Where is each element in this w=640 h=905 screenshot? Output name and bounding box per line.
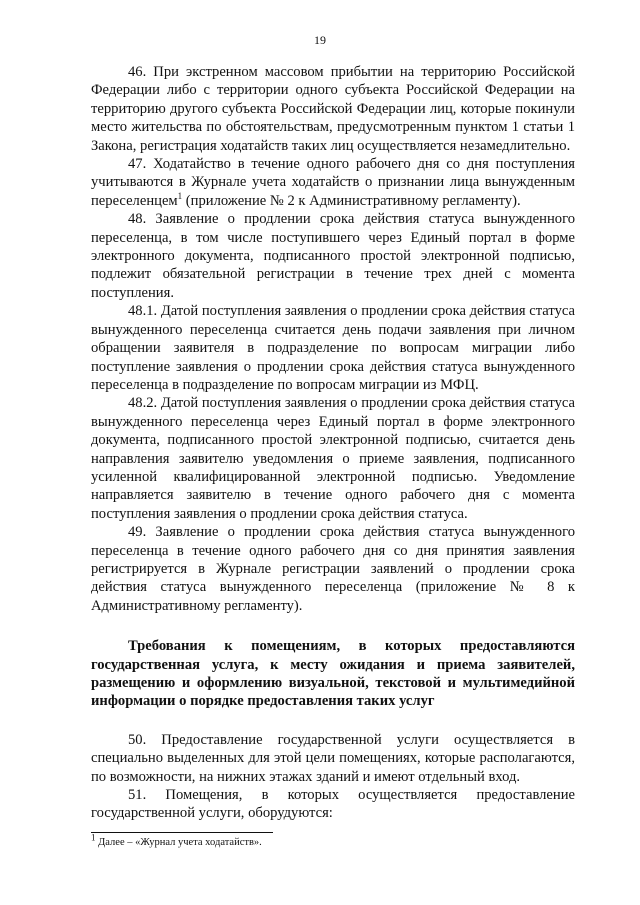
paragraph-47 xyxy=(91,155,575,210)
section-heading: Требования к помещениям, в которых предоставляются государственная услуга, к месту ожидания и приема заявителей, размещению и оформлению визуальной, текстовой и мультимедийной информации о порядке предоставления таких услуг xyxy=(91,638,575,710)
paragraph-50: 50. Предоставление государственной услуги осуществляется в специально выделенных для этой цели помещениях, которые располагаются, по возможности, на нижних этажах зданий и имеют отдельный вход. xyxy=(91,731,575,785)
footnote-marker: 1 xyxy=(91,832,96,843)
paragraph-47-text: 47. Ходатайство в течение одного рабочего дня со дня поступления учитываются в Журнале учета ходатайств о признании лица вынужденным переселенцем xyxy=(91,156,575,209)
paragraph-51: 51. Помещения, в которых осуществляется предоставление государственной услуги, оборудуются: xyxy=(91,787,575,822)
paragraph-48-1: 48.1. Датой поступления заявления о продлении срока действия статуса вынужденного переселенца считается день подачи заявления при личном обращении заявителя в подразделение по вопросам миграции либо поступление заявления о продлении срока действия статуса вынужденного переселенца в подразделение по вопросам миграции из МФЦ. xyxy=(91,303,575,393)
paragraph-47-text-continued: (приложение № 2 к Административному регламенту). xyxy=(182,192,521,209)
paragraph-46: 46. При экстренном массовом прибытии на территорию Российской Федерации либо с территории одного субъекта Российской Федерации на территорию другого субъекта Российской Федерации лиц, которые покинули место жительства по обстоятельствам, предусмотренным пунктом 1 статьи 1 Закона, регистрация ходатайств таких лиц осуществляется незамедлительно. xyxy=(91,64,575,154)
footnote-text: Далее – «Журнал учета ходатайств». xyxy=(95,837,262,848)
document-body xyxy=(91,63,575,823)
footnote xyxy=(91,832,575,849)
footnote-divider xyxy=(91,832,273,833)
page-number: 19 xyxy=(314,33,326,47)
paragraph-48-2: 48.2. Датой поступления заявления о продлении срока действия статуса вынужденного переселенца через Единый портал в форме электронного документа, подписанного простой электронной подписью, считается день направления заявителю уведомления о приеме заявления, подписанного усиленной квалифицированной электронной подписью. Уведомление направляется заявителю в течение одного рабочего дня с момента поступления заявления о продлении срока действия статуса. xyxy=(91,395,575,522)
paragraph-49: 49. Заявление о продлении срока действия статуса вынужденного переселенца в течение одного рабочего дня со дня принятия заявления регистрируется в Журнале регистрации заявлений о продлении срока действия статуса вынужденного переселенца (приложение № 8 к Административному регламенту). xyxy=(91,524,575,614)
paragraph-48: 48. Заявление о продлении срока действия статуса вынужденного переселенца, в том числе поступившего через Единый портал в форме электронного документа, подписанного простой электронной подписью, подлежит обязательной регистрации в течение трех дней с момента поступления. xyxy=(91,211,575,301)
footnote-reference: 1 xyxy=(177,190,183,201)
